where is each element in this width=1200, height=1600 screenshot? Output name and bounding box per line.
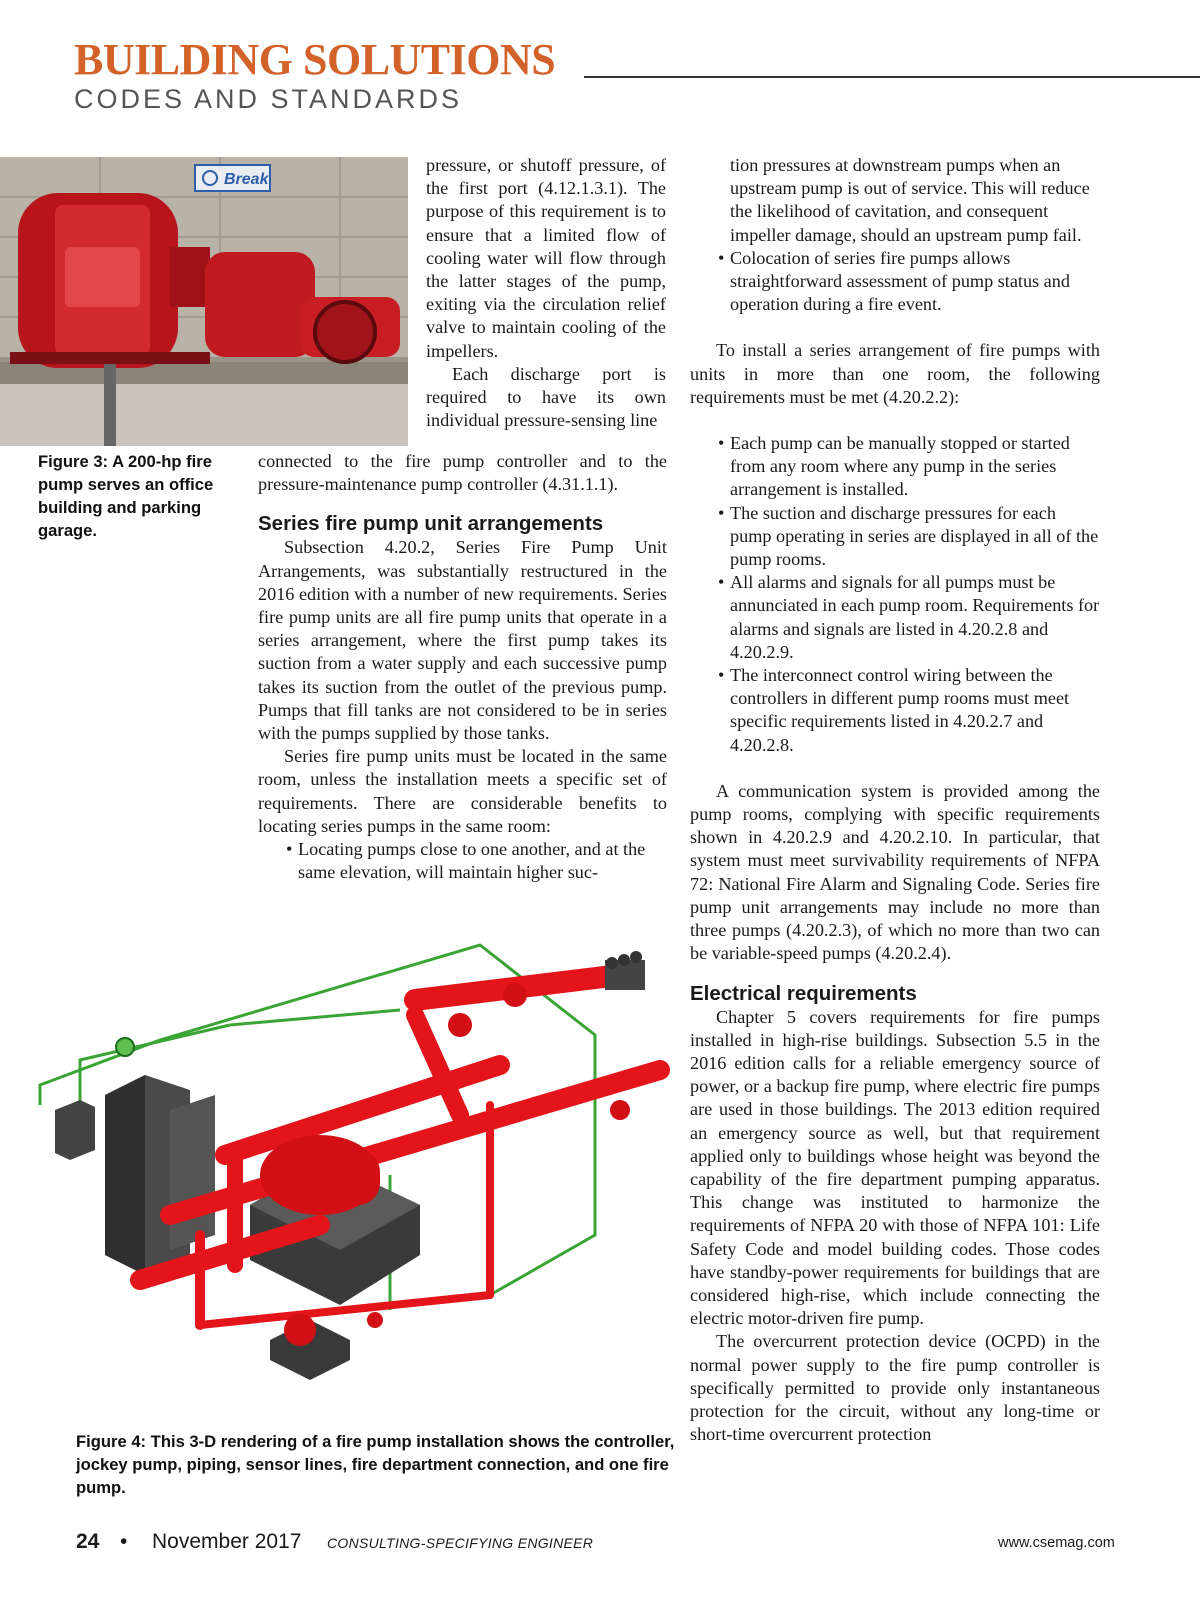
list-item: • The interconnect control wiring between the controllers in different pump rooms must meet specific requirements listed in 4.20.2.7 and 4.20.2.8. <box>718 664 1100 757</box>
requirements-list <box>718 432 1100 757</box>
list-item: • Each pump can be manually stopped or started from any room where any pump in the series arrangement is installed. <box>718 432 1100 502</box>
masthead-title: BUILDING SOLUTIONS <box>74 35 556 84</box>
masthead-subtitle: CODES AND STANDARDS <box>74 84 463 114</box>
paragraph: Chapter 5 covers requirements for fire pumps installed in high-rise buildings. Subsection 5.5 in the 2016 edition calls for a reliable emergency source of power, or a backup fire pump, where electric fire pumps are used in those buildings. The 2013 edition required an emergency source as well, but that requirement applied only to buildings whose height was beyond the capability of the fire department pumping apparatus. This change was instituted to harmonize the requirements of NFPA 20 with those of NFPA 101: Life Safety Code and model building codes. Those codes have standby-power requirements for buildings that are considered high-rise, which include connecting the electric motor-driven fire pump. <box>690 1006 1100 1329</box>
page-number: 24 <box>76 1530 100 1553</box>
magazine-name: CONSULTING-SPECIFYING ENGINEER <box>327 1535 594 1551</box>
website-url: www.csemag.com <box>998 1535 1115 1551</box>
benefits-list-cont <box>718 154 1100 316</box>
fire-department-connection-illustration <box>605 951 645 990</box>
paragraph: To install a series arrangement of fire pumps with units in more than one room, the following requirements must be met (4.20.2.2): <box>690 340 1100 407</box>
paragraph: A communication system is provided among the pump rooms, complying with specific requirements shown in 4.20.2.9 and 4.20.2.10. In particular, that system must meet survivability requirements of NFPA 72: National Fire Alarm and Signaling Code. Series fire pump unit arrangements may include no more than three pumps (4.20.2.3), of which no more than two can be variable-speed pumps (4.20.2.4). <box>690 780 1100 964</box>
pump-installation-3d-illustration <box>20 935 680 1425</box>
benefits-list <box>286 838 667 884</box>
paragraph: pressure, or shutoff pressure, of the first port (4.12.1.3.1). The purpose of this requirement is to ensure that a limited flow of cooling water will flow through the latter stages of the pump, exiting via the circulation relief valve to maintain cooling of the impellers. <box>426 155 666 361</box>
paragraph: Series fire pump units must be located in the same room, unless the installation meets a specific set of requirements. There are considerable benefits to locating series pumps in the same room: <box>258 746 667 836</box>
list-item-cont: tion pressures at downstream pumps when an upstream pump is out of service. This will reduce the likelihood of cavitation, and consequent impeller damage, should an upstream pump fail. <box>730 155 1090 245</box>
paragraph: The overcurrent protection device (OCPD) in the normal power supply to the fire pump controller is specifically permitted to provide only instantaneous protection for the circuit, without any long-time or short-time overcurrent protection <box>690 1331 1100 1445</box>
list-item: • Locating pumps close to one another, and at the same elevation, will maintain higher suc- <box>286 838 667 884</box>
paragraph: connected to the fire pump controller and to the pressure-maintenance pump controller (4.31.1.1). <box>258 451 667 495</box>
footer-separator: • <box>120 1530 128 1553</box>
list-item: • The suction and discharge pressures for each pump operating in series are displayed in all of the pump rooms. <box>718 502 1100 572</box>
paragraph: Each discharge port is required to have its own individual pressure-sensing line <box>426 363 666 431</box>
list-item: • All alarms and signals for all pumps must be annunciated in each pump room. Requirements for alarms and signals are listed in 4.20.2.8 and 4.20.2.9. <box>718 571 1100 664</box>
figure4-rendering <box>20 935 680 1425</box>
figure4-caption: Figure 4: This 3-D rendering of a fire pump installation shows the controller, jockey pump, piping, sensor lines, fire department connection, and one fire pump. <box>76 1432 675 1497</box>
section-heading-series: Series fire pump unit arrangements <box>258 512 604 536</box>
fire-pump-photo-illustration <box>0 157 408 446</box>
issue-date: November 2017 <box>152 1530 302 1553</box>
paragraph: Subsection 4.20.2, Series Fire Pump Unit Arrangements, was substantially restructured in the 2016 edition with a number of new requirements. Series fire pump units are all fire pump units that operate in a series arrangement, where the first pump takes its suction from a water supply and each successive pump takes its suction from the outlet of the previous pump. Pumps that fill tanks are not considered to be in series with the pumps supplied by those tanks. <box>258 537 667 744</box>
sign-text: Break <box>224 171 269 188</box>
column1-main <box>258 450 667 884</box>
column1-top <box>426 154 666 432</box>
figure3-photo <box>0 157 408 446</box>
masthead-rule <box>584 76 1200 78</box>
list-item: • Colocation of series fire pumps allows straightforward assessment of pump status and operation during a fire event. <box>718 247 1100 317</box>
figure3-caption: Figure 3: A 200-hp fire pump serves an office building and parking garage. <box>38 452 214 540</box>
section-heading-electrical: Electrical requirements <box>690 981 917 1005</box>
column2 <box>690 154 1100 1446</box>
